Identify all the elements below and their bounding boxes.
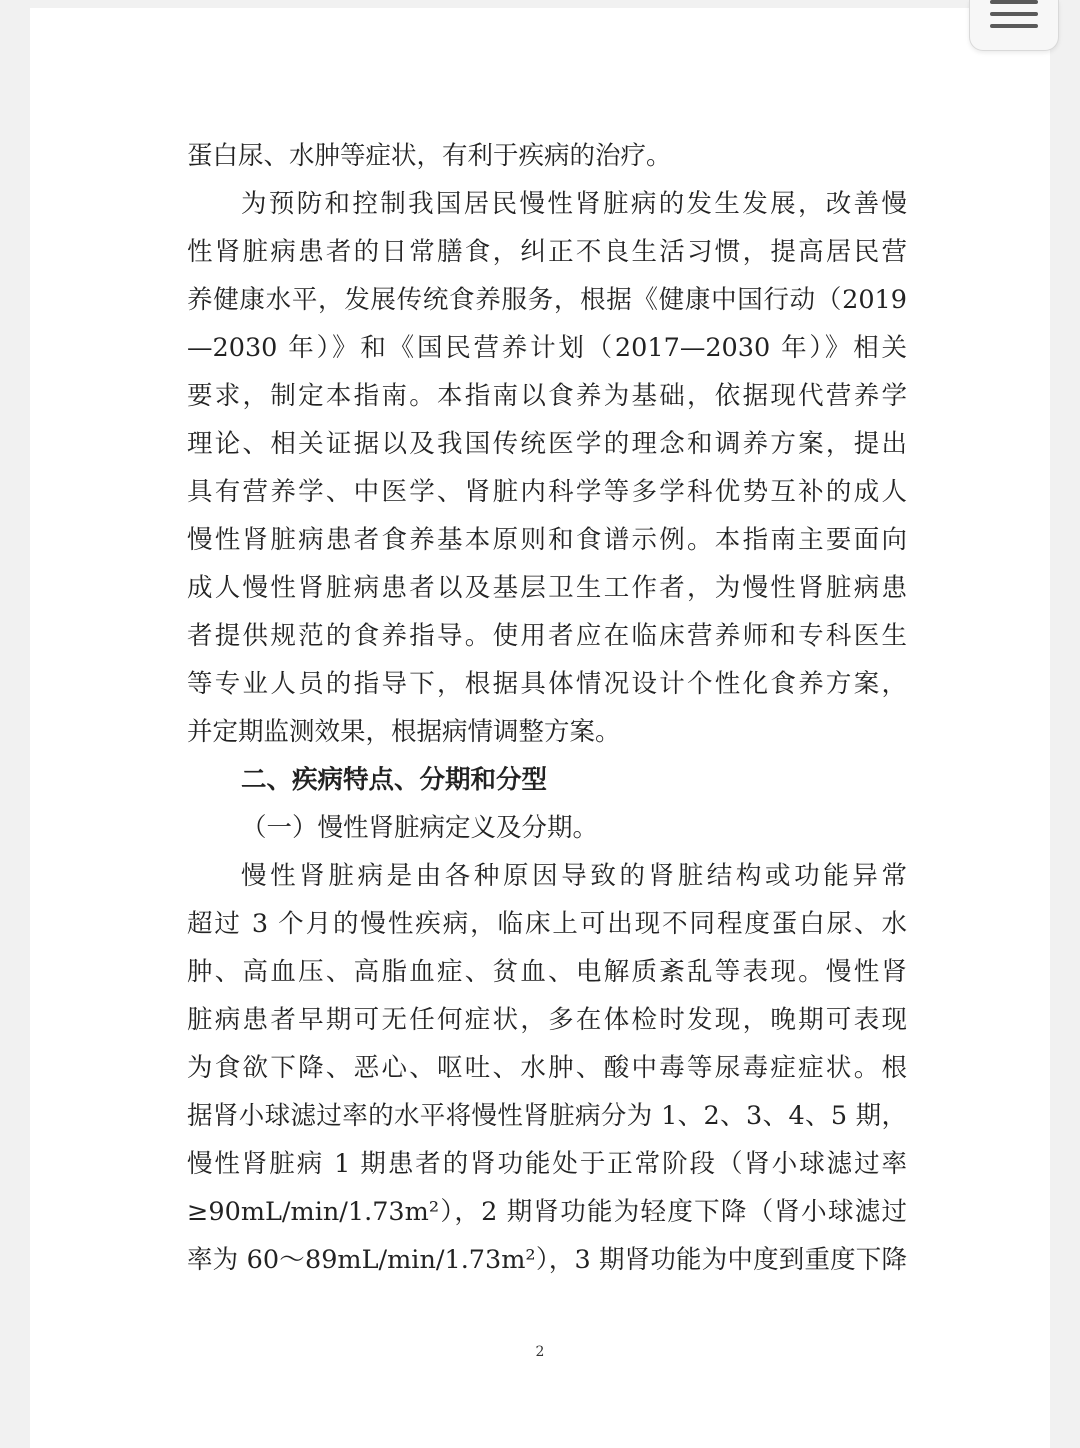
- text-line: 慢性肾脏病患者食养基本原则和食谱示例。本指南主要面向: [187, 525, 907, 555]
- hamburger-menu-icon: [990, 0, 1038, 30]
- text-line: 理论、相关证据以及我国传统医学的理念和调养方案，提出: [187, 429, 907, 459]
- text-line: 性肾脏病患者的日常膳食，纠正不良生活习惯，提高居民营: [187, 237, 907, 267]
- text-line: 成人慢性肾脏病患者以及基层卫生工作者，为慢性肾脏病患: [187, 573, 907, 603]
- menu-button[interactable]: [969, 0, 1059, 51]
- text-line: 具有营养学、中医学、肾脏内科学等多学科优势互补的成人: [187, 477, 907, 507]
- text-line: 蛋白尿、水肿等症状，有利于疾病的治疗。: [187, 141, 672, 171]
- text-line: 为预防和控制我国居民慢性肾脏病的发生发展，改善慢: [241, 189, 907, 219]
- page-number: 2: [535, 1344, 545, 1360]
- text-line: 者提供规范的食养指导。使用者应在临床营养师和专科医生: [187, 621, 907, 651]
- text-line: 慢性肾脏病是由各种原因导致的肾脏结构或功能异常: [241, 861, 907, 891]
- text-line: 慢性肾脏病 1 期患者的肾功能处于正常阶段（肾小球滤过率: [187, 1149, 907, 1179]
- text-line: 要求，制定本指南。本指南以食养为基础，依据现代营养学: [187, 381, 907, 411]
- text-line: 等专业人员的指导下，根据具体情况设计个性化食养方案，: [187, 669, 907, 699]
- text-line: ≥90mL/min/1.73m²），2 期肾功能为轻度下降（肾小球滤过: [187, 1197, 907, 1227]
- text-line: 为食欲下降、恶心、呕吐、水肿、酸中毒等尿毒症症状。根: [187, 1053, 907, 1083]
- text-line: —2030 年）》和《国民营养计划（2017—2030 年）》相关: [187, 333, 907, 363]
- text-line: 据肾小球滤过率的水平将慢性肾脏病分为 1、2、3、4、5 期，: [187, 1101, 907, 1131]
- text-line: 肿、高血压、高脂血症、贫血、电解质紊乱等表现。慢性肾: [187, 957, 907, 987]
- document-body: [187, 132, 907, 1284]
- subsection-heading: （一）慢性肾脏病定义及分期。: [241, 813, 599, 843]
- text-line: 脏病患者早期可无任何症状，多在体检时发现，晚期可表现: [187, 1005, 907, 1035]
- section-heading: 二、疾病特点、分期和分型: [241, 765, 548, 795]
- text-line: 超过 3 个月的慢性疾病，临床上可出现不同程度蛋白尿、水: [187, 909, 907, 939]
- text-line: 率为 60～89mL/min/1.73m²），3 期肾功能为中度到重度下降: [187, 1245, 907, 1275]
- text-line: 并定期监测效果，根据病情调整方案。: [187, 717, 621, 747]
- text-line: 养健康水平，发展传统食养服务，根据《健康中国行动（2019: [187, 285, 907, 315]
